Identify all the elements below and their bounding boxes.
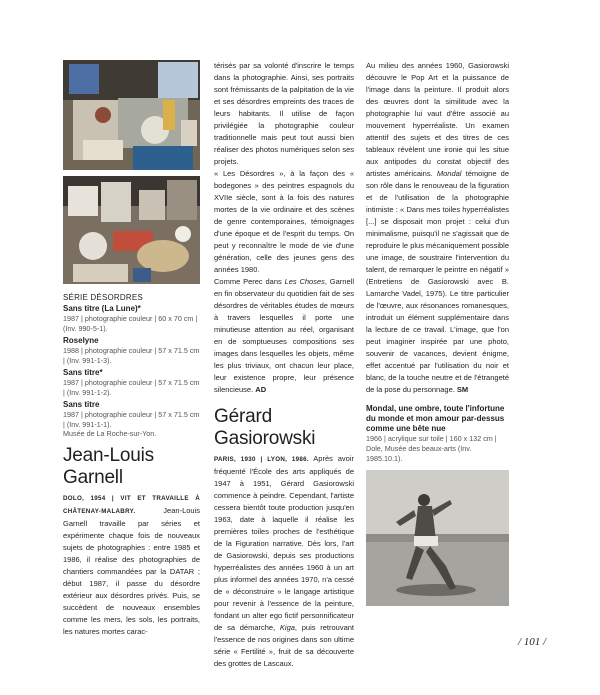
series-label: SÉRIE DÉSORDRES <box>63 293 143 302</box>
artist-heading-gasiorowski: Gérard Gasiorowski <box>214 406 316 449</box>
work-title-inline: Mondal <box>436 169 462 178</box>
page-number: / 101 / <box>518 636 547 648</box>
caption-title: Sans titre <box>63 400 100 409</box>
caption-detail: 1987 | photographie couleur | 60 x 70 cm | (Inv. 990-5-1). <box>63 314 198 333</box>
paragraph: « Les Désordres », à la façon des « bodegones » des peintres espagnols du XVIIe siècle, sont à la fois des natures mortes de la vie ordinaire et des scènes de genre contemporaines, témoignages d'une époque et de l'esprit du temps. On peut y reconnaître le mode de vie d'une génération, celle des jeunes gens des années 1980. <box>214 169 354 274</box>
author-signature: AD <box>255 385 267 394</box>
caption-2 <box>63 336 200 365</box>
photo-desordre-2 <box>63 176 200 284</box>
artist-bio-garnell <box>63 492 200 638</box>
artist-bio-text: Après avoir fréquenté l'École des arts appliqués de 1947 à 1951, Gérard Gasiorowski commence à peindre. Cependant, l'artiste cessera bientôt toute production jusqu'en 1963, date à laquelle il réalise les premières toiles proches de l'esthétique de la Figuration narrative. Dès lors, l'art de Gasiorowski, depuis ses productions hyperréalistes des années 1960 à un art plus informel des années 1970, n'a cessé de « déconstruire » le langage artistique pour revenir à l'essence de la peinture, fondant un alter ego fictif personnificateur de sa démarche, <box>214 454 354 632</box>
caption-detail: 1987 | photographie couleur | 57 x 71.5 cm | (Inv. 991-1-1). <box>63 410 200 429</box>
caption-1 <box>63 304 200 333</box>
text: Comme Perec dans <box>214 277 285 286</box>
column-1 <box>63 60 200 638</box>
caption-detail: 1987 | photographie couleur | 57 x 71.5 cm | (Inv. 991-1-2). <box>63 378 200 397</box>
caption-detail: 1988 | photographie couleur | 57 x 71.5 cm | (Inv. 991-1-3). <box>63 346 200 365</box>
text: , Garnell en fin observateur du quotidien fait de ses désordres de véritables études de mœurs à travers lesquelles il porte une minutieuse attention au réel, organisant en de somptueuses compositions ses images dans lesquelles les objets, même les plus triviaux, ont chacun leur place, leur existence propre, leur présence silencieuse. <box>214 277 354 394</box>
column-3 <box>366 60 509 606</box>
artist-meta: PARIS, 1930 | LYON, 1986. <box>214 456 309 463</box>
paragraph <box>214 276 354 396</box>
work-caption-detail: 1966 | acrylique sur toile | 160 x 132 cm | Dole, Musée des beaux-arts (Inv. 1985.10.1). <box>366 434 497 463</box>
work-caption-title: Mondal, une ombre, toute l'infortune du monde et mon amour par-dessus comme une bête nue <box>366 404 505 433</box>
artist-meta: DOLO, 1954 | VIT ET TRAVAILLE À CHÂTENAY-MALABRY. <box>63 494 200 515</box>
artist-bio-text: , puis retrouvant l'essence de nos origines dans son ultime série « Fertilité », fruit de sa découverte des grottes de Lascaux. <box>214 623 354 668</box>
column-2 <box>214 60 354 670</box>
text: témoigne de son rôle dans le renouveau de la figuration et de l'utilisation de la photographie intimiste : « Dans mes toiles hyperréalistes [...] se disposait mon projet : celui d'un minimalisme, puisqu'il ne s'agissait que de reproduire le plus mécaniquement possible une image, de soustraire l'intervention du talent, de remarquer le peintre en négatif » (Entretiens de Gasiorowski avec B. Lamarche Vadel, 1975). Le titre particulier de l'œuvre, aux résonances romanesques, introduit un élément supplémentaire dans la lecture de ce travail. L'image, que l'on peut imaginer inspirée par une photo, souvenir de vacances, devient énigme, effet accentué par l'utilisation du noir et blanc, de la touche neutre et de l'étrangeté de la pose du personnage. <box>366 169 509 394</box>
caption-3 <box>63 368 200 397</box>
text: Au milieu des années 1960, Gasiorowski découvre le Pop Art et la puissance de l'image dans la peinture. Il produit alors des œuvres dont la similitude avec la photographie lui vaut d'être associé au mouvement hyperréaliste. Un examen attentif des sujets et des titres de ces tableaux révèlent une ironie qui les situe aux antipodes du constat objectif des artistes américains. <box>366 61 509 178</box>
author-signature: SM <box>456 385 469 394</box>
artist-bio-text: Jean-Louis Garnell travaille par séries et expérimente chaque fois de nouveaux sujets de photographies : entre 1985 et 1986, il réalise des photographies de chantiers commandées par la DATAR ; début 1987, il passe du désordre extérieur aux désordres privés. Puis, se succèdent de nouveaux ensembles comme les mers, les sols, les portraits, les natures mortes carac- <box>63 505 200 636</box>
caption-4 <box>63 400 200 439</box>
paragraph: térisés par sa volonté d'inscrire le temps dans la photographie. Ainsi, ses portraits sont frémissants de la palpitation de la vie et ses désordres empreints des traces de leurs habitants. Il utilise de façon privilégiée la photographie couleur traditionnelle mais peut tout aussi bien réaliser des photos numériques selon ses projets. <box>214 61 354 166</box>
photo-desordre-1 <box>63 60 200 170</box>
paragraph <box>366 60 509 396</box>
book-title: Les Choses <box>284 277 325 286</box>
artist-heading-garnell: Jean-Louis Garnell <box>63 444 154 488</box>
painting-mondal <box>366 470 509 606</box>
artist-bio-gasiorowski <box>214 453 354 670</box>
caption-title: Roselyne <box>63 336 99 345</box>
caption-title: Sans titre* <box>63 368 103 377</box>
caption-museum: Musée de La Roche-sur-Yon. <box>63 429 157 438</box>
caption-title: Sans titre (La Lune)* <box>63 304 141 313</box>
alter-ego-name: Kiga <box>279 623 295 632</box>
